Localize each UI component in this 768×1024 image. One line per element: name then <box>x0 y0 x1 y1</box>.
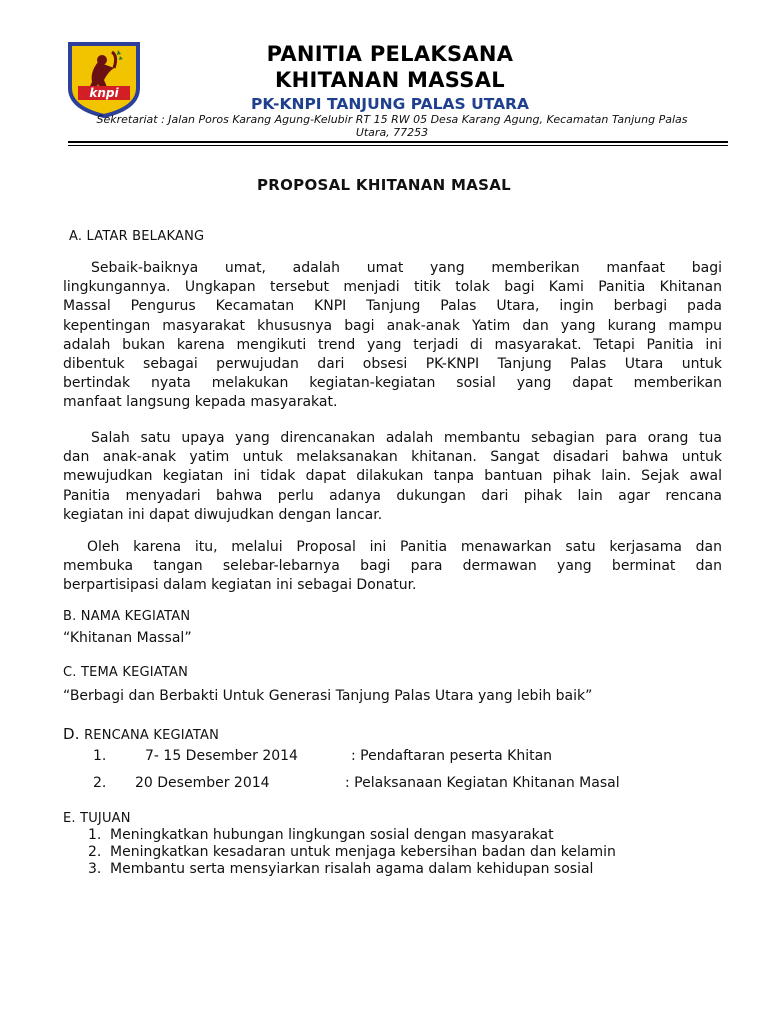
paragraph-line: Oleh karena itu, melalui Proposal ini Panitia menawarkan satu kerjasama dan <box>87 539 722 555</box>
section-a-paragraph-1 <box>63 259 722 413</box>
list-item: 2. Meningkatkan kesadaran untuk menjaga kebersihan badan dan kelamin <box>88 844 616 860</box>
paragraph-line: Sebaik-baiknya umat, adalah umat yang memberikan manfaat bagi <box>91 260 722 276</box>
header-rule-thin <box>68 145 728 146</box>
plan-item-2-num: 2. <box>93 775 107 791</box>
paragraph-line: Panitia menyadari bahwa perlu adanya dukungan dari pihak lain agar rencana <box>63 487 722 504</box>
plan-item-2-date: 20 Desember 2014 <box>135 775 270 791</box>
paragraph-line: bertindak nyata melakukan kegiatan-kegiatan sosial yang dapat memberikan <box>63 375 722 392</box>
paragraph-line: lingkungannya. Ungkapan tersebut menjadi titik tolak bagi Kami Panitia Khitanan <box>63 279 722 296</box>
header-organization: PK-KNPI TANJUNG PALAS UTARA <box>251 95 529 113</box>
section-d-letter: D. <box>63 725 80 743</box>
plan-item-2-desc: : Pelaksanaan Kegiatan Khitanan Masal <box>345 775 620 791</box>
address-line1: Sekretariat : Jalan Poros Karang Agung-Kelubir RT 15 RW 05 Desa Karang Agung, Kecamatan Tanjung Palas <box>96 113 688 126</box>
header-rule-thick <box>68 141 728 143</box>
plan-item-1-date: 7- 15 Desember 2014 <box>145 748 298 764</box>
address-line2: Utara, 77253 <box>355 126 429 139</box>
header-title-line1: PANITIA PELAKSANA <box>266 42 514 66</box>
knpi-logo <box>68 42 140 118</box>
paragraph-line: membuka tangan selebar-lebarnya bagi para dermawan yang berminat dan <box>63 558 722 575</box>
list-item: 3. Membantu serta mensyiarkan risalah agama dalam kehidupan sosial <box>88 861 594 877</box>
paragraph-line: manfaat langsung kepada masyarakat. <box>63 394 338 411</box>
paragraph-line: dan anak-anak yatim untuk melaksanakan khitanan. Sangat disadari bahwa untuk <box>63 449 722 466</box>
paragraph-line: dibentuk sebagai perwujudan dari obsesi PK-KNPI Tanjung Palas Utara untuk <box>63 356 722 373</box>
goals-list <box>88 827 616 878</box>
paragraph-line: Massal Pengurus Kecamatan KNPI Tanjung Palas Utara, ingin berbagi pada <box>63 298 722 315</box>
section-d-title: RENCANA KEGIATAN <box>84 728 220 743</box>
paragraph-line: mewujudkan kegiatan ini tidak dapat dilakukan tanpa bantuan pihak lain. Sejak awal <box>63 468 722 485</box>
section-d-heading <box>63 725 219 743</box>
paragraph-line: Salah satu upaya yang direncanakan adalah membantu sebagian para orang tua <box>91 430 722 446</box>
paragraph-line: adalah bukan karena mengikuti trend yang terjadi di masyarakat. Tetapi Panitia ini <box>63 336 722 353</box>
section-e-heading: E. TUJUAN <box>63 811 131 826</box>
plan-item-1-num: 1. <box>93 748 107 764</box>
logo-text: knpi <box>89 86 119 100</box>
list-item: 1. Meningkatkan hubungan lingkungan sosial dengan masyarakat <box>88 827 554 843</box>
plan-item-1-desc: : Pendaftaran peserta Khitan <box>351 748 553 764</box>
paragraph-line: kepentingan masyarakat khususnya bagi anak-anak Yatim dan yang kurang mampu <box>63 317 722 334</box>
section-a-paragraph-3 <box>63 538 722 596</box>
activity-theme: “Berbagi dan Berbakti Untuk Generasi Tanjung Palas Utara yang lebih baik” <box>63 688 593 704</box>
header-title-line2: KHITANAN MASSAL <box>275 68 505 92</box>
paragraph-line: berpartisipasi dalam kegiatan ini sebagai Donatur. <box>63 577 417 594</box>
header-address <box>72 113 712 139</box>
section-a-heading: A. LATAR BELAKANG <box>69 229 205 244</box>
document-title: PROPOSAL KHITANAN MASAL <box>256 176 511 194</box>
activity-name: “Khitanan Massal” <box>63 630 192 646</box>
section-a-paragraph-2 <box>63 429 722 525</box>
section-b-heading: B. NAMA KEGIATAN <box>63 609 191 624</box>
paragraph-line: kegiatan ini dapat diwujudkan dengan lancar. <box>63 506 383 523</box>
section-c-heading: C. TEMA KEGIATAN <box>63 665 189 680</box>
